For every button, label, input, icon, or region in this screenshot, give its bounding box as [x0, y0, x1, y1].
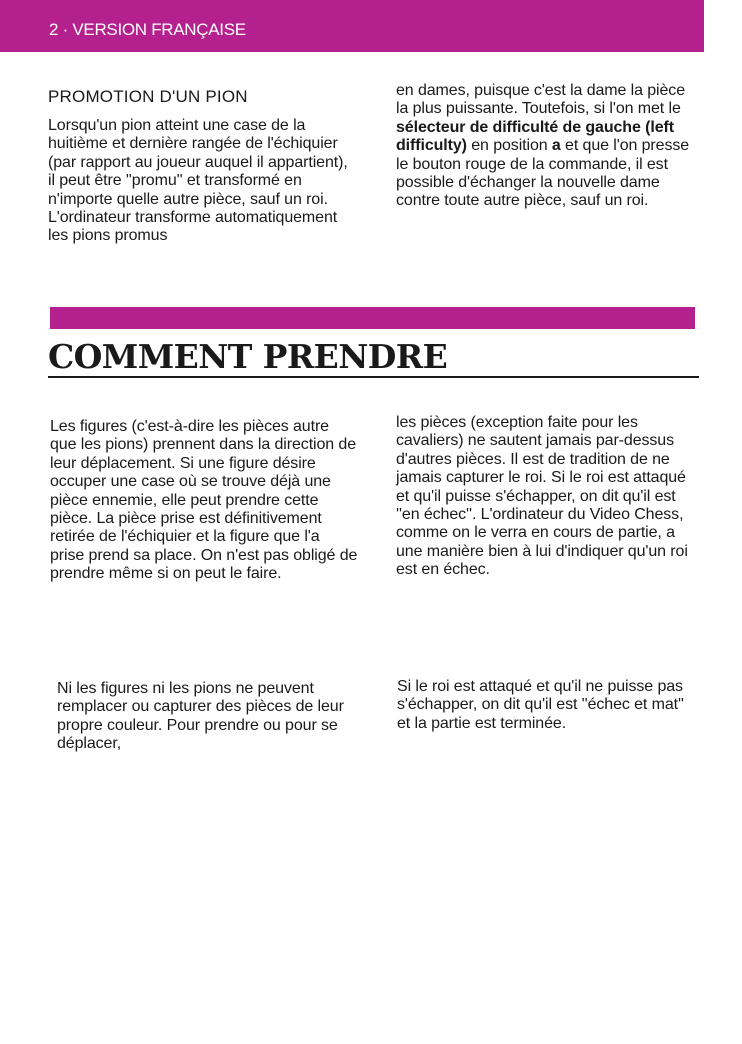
- promotion-right-text: [396, 82, 696, 211]
- promotion-left-text: Lorsqu'un pion atteint une case de la huitième et dernière rangée de l'échiquier (par rapport au joueur auquel il appartient), il peut être ''promu'' et transformé en n'importe quelle autre pièce, sauf un roi. L'ordinateur transforme automatiquement les pions promus: [48, 117, 348, 245]
- header-bar: [0, 0, 704, 52]
- position-a-term: a: [551, 137, 561, 155]
- capture-right-para-1: les pièces (exception faite pour les cavaliers) ne sautent jamais par-dessus d'autres pièces. Il est de tradition de ne jamais capturer le roi. Si le roi est attaqué et qu'il puisse s'échapper, on dit qu'il est ''en échec''. L'ordinateur du Video Chess, comme on le verra en cours de partie, a une manière bien à lui d'indiquer qu'un roi est en échec.: [396, 414, 688, 579]
- header-title: 2 · VERSION FRANÇAISE: [49, 20, 246, 39]
- capture-right-column-1: [396, 414, 696, 580]
- promotion-right-part2: en position: [466, 137, 552, 155]
- section-divider-band: [50, 307, 695, 329]
- capture-right-para-2: Si le roi est attaqué et qu'il ne puisse pas s'échapper, on dit qu'il est ''échec et mat'' et la partie est terminée.: [397, 678, 684, 732]
- capture-left-column-2: [57, 680, 357, 754]
- promotion-right-part3: et que l'on presse le bouton rouge de la commande, il est possible d'échanger la nouvelle dame contre toute autre pièce, sauf un roi.: [396, 137, 690, 210]
- promotion-left-column: [48, 117, 348, 246]
- difficulty-selector-term: sélecteur de difficulté de gauche (left difficulty): [396, 118, 674, 155]
- promotion-heading: PROMOTION D'UN PION: [48, 87, 248, 106]
- title-underline: [48, 376, 699, 378]
- capture-left-para-1: Les figures (c'est-à-dire les pièces autre que les pions) prennent dans la direction de leur déplacement. Si une figure désire occuper une case où se trouve déjà une pièce ennemie, elle peut prendre cette pièce. La pièce prise est définitivement retirée de l'échiquier et la figure que l'a prise prend sa place. On n'est pas obligé de prendre même si on peut le faire.: [50, 418, 358, 583]
- promotion-right-part1: en dames, puisque c'est la dame la pièce la plus puissante. Toutefois, si l'on met le: [396, 82, 686, 118]
- capture-left-para-2: Ni les figures ni les pions ne peuvent remplacer ou capturer des pièces de leur propre couleur. Pour prendre ou pour se déplacer,: [57, 680, 344, 753]
- capture-left-column-1: [50, 418, 358, 584]
- section-title: COMMENT PRENDRE: [48, 337, 448, 376]
- capture-right-column-2: [397, 678, 697, 733]
- promotion-right-column: [396, 82, 696, 211]
